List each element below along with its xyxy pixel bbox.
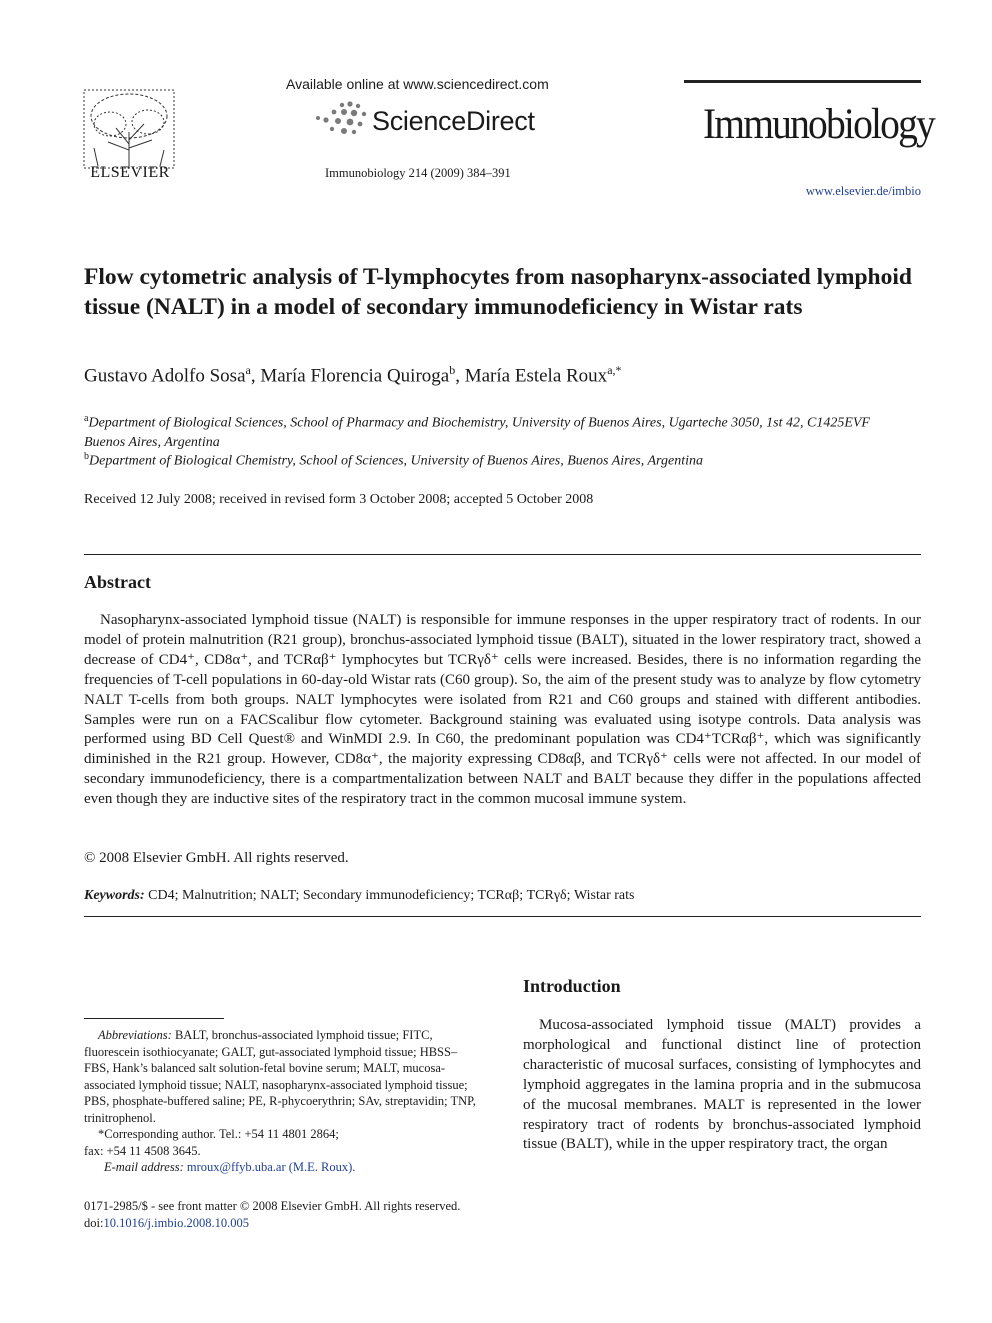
affiliation-mark: b <box>84 451 89 462</box>
affiliation-mark: a <box>84 413 89 424</box>
abstract-text: Nasopharynx-associated lymphoid tissue (NALT) is responsible for immune responses in the upper respiratory tract of rodents. In our model of protein malnutrition (R21 group), bronchus-associated lymphoid tissue (BALT), situated in the lower respiratory tract, showed a decrease of CD4⁺, CD8α⁺, and TCRαβ⁺ lymphocytes but TCRγδ⁺ cells were increased. Besides, there is no information regarding the frequencies of T-cell populations in 60-day-old Wistar rats (C60 group). So, the aim of the present study was to analyze by flow cytometry NALT T-cells from both groups. NALT lymphocytes were isolated from R21 and C60 groups and stained with different antibodies. Samples were run on a FACScalibur flow cytometer. Background staining was evaluated using isotype controls. Data analysis was performed using BD Cell Quest® and WinMDI 2.9. In C60, the predominant population was CD4⁺TCRαβ⁺, which was significantly diminished in the R21 group. However, CD8α⁺, the majority expressing CD8αβ, and TCRγδ⁺ cells were not affected. In our model of secondary immunodeficiency, there is a compartmentalization between NALT and BALT because they differ in the populations affected even though they are inductive sites of the respiratory tract in the common mucosal immune system. <box>84 612 921 808</box>
keywords <box>84 888 921 904</box>
front-matter <box>84 1198 524 1231</box>
publisher-name: ELSEVIER <box>90 164 170 181</box>
author-list <box>84 363 914 387</box>
journal-name: Immunobiology <box>702 101 934 148</box>
abbreviations-footnote <box>84 1027 478 1126</box>
fax-number: fax: +54 11 4508 3645. <box>84 1143 201 1158</box>
journal-url-link[interactable]: www.elsevier.de/imbio <box>805 184 921 198</box>
doi-prefix: doi: <box>84 1215 104 1230</box>
email-link[interactable]: mroux@ffyb.uba.ar (M.E. Roux). <box>186 1160 356 1174</box>
sciencedirect-dots-icon <box>312 100 372 136</box>
sciencedirect-wordmark: ScienceDirect <box>372 106 535 136</box>
author-affiliation-mark: a,* <box>607 363 622 377</box>
affiliation <box>84 447 914 471</box>
doi-link[interactable]: 10.1016/j.imbio.2008.10.005 <box>103 1215 249 1230</box>
keywords-label: Keywords: <box>84 888 145 903</box>
author-name: Gustavo Adolfo Sosa <box>84 365 246 387</box>
journal-header-rule <box>684 80 921 83</box>
abbreviations-label: Abbreviations: <box>98 1028 172 1042</box>
available-online-link[interactable]: Available online at www.sciencedirect.com <box>286 76 549 92</box>
author-separator: , <box>250 365 261 387</box>
author-affiliation-mark: b <box>449 363 456 377</box>
author-separator: , <box>455 365 465 387</box>
corresponding-author: *Corresponding author. Tel.: +54 11 4801 2864; <box>98 1127 339 1141</box>
abbreviations-text: BALT, bronchus-associated lymphoid tissue; FITC, fluorescein isothiocyanate; GALT, gut-associated lymphoid tissue; HBSS–FBS, Hank’s balanced salt solution-fetal bovine serum; MALT, mucosa-associated lymphoid tissue; NALT, nasopharynx-associated lymphoid tissue; PBS, phosphate-buffered saline; PE, R-phycoerythrin; SAv, streptavidin; TNP, trinitrophenol. <box>84 1028 476 1125</box>
article-title: Flow cytometric analysis of T-lymphocytes from nasopharynx-associated lymphoid tissue (NALT) in a model of secondary immunodeficiency in Wistar rats <box>84 264 912 320</box>
abstract-heading: Abstract <box>84 572 151 592</box>
introduction-heading: Introduction <box>523 976 621 996</box>
author-name: María Estela Roux <box>464 365 608 387</box>
journal-reference: Immunobiology 214 (2009) 384–391 <box>325 166 511 180</box>
keywords-list: CD4; Malnutrition; NALT; Secondary immunodeficiency; TCRαβ; TCRγδ; Wistar rats <box>148 888 635 903</box>
footnote-separator <box>84 1018 224 1019</box>
email-label: E-mail address: <box>104 1160 184 1174</box>
received-dates: Received 12 July 2008; received in revised form 3 October 2008; accepted 5 October 2008 <box>84 492 594 507</box>
abstract-top-rule <box>84 554 921 555</box>
affiliation-text: Department of Biological Sciences, School of Pharmacy and Biochemistry, University of Buenos Aires, Ugarteche 3050, 1st 42, C1425EVF Buenos Aires, Argentina <box>84 415 870 450</box>
doi-line <box>84 1215 524 1232</box>
front-matter-text: 0171-2985/$ - see front matter © 2008 Elsevier GmbH. All rights reserved. <box>84 1199 461 1213</box>
author-name: María Florencia Quiroga <box>260 365 450 387</box>
keywords-bottom-rule <box>84 916 921 917</box>
affiliation-text: Department of Biological Chemistry, School of Sciences, University of Buenos Aires, Buenos Aires, Argentina <box>89 453 703 469</box>
email-footnote <box>84 1159 478 1176</box>
footnotes <box>84 1027 478 1176</box>
abstract-copyright: © 2008 Elsevier GmbH. All rights reserved. <box>84 850 349 866</box>
introduction-text: Mucosa-associated lymphoid tissue (MALT) provides a morphological and functional distinct line of protection characteristic of mucosal surfaces, consisting of lymphocytes and lymphoid aggregates in the lamina propria and in the submucosa of the mucosal membranes. MALT is represented in the lower respiratory tract of rodents by bronchus-associated lymphoid tissue (BALT), while in the upper respiratory tract, the organ <box>523 1017 921 1153</box>
author-affiliation-mark: a <box>245 363 251 377</box>
affiliation <box>84 409 914 452</box>
